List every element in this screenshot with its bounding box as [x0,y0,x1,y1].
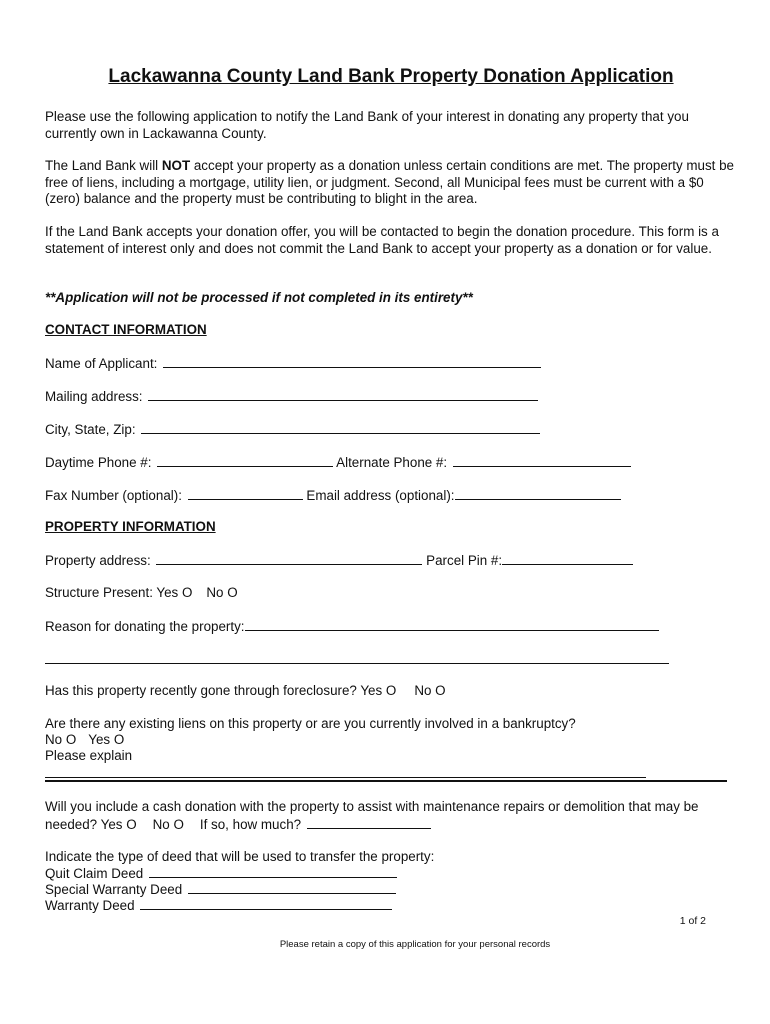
foreclosure-row [45,683,446,700]
cash-donation-question [45,799,735,833]
fax-email-row [45,487,621,505]
fax-number-field[interactable] [188,487,303,500]
applicant-name-label: Name of Applicant: [45,356,158,371]
warranty-deed-row [45,897,392,915]
cash-yes-option[interactable]: Yes O [100,816,137,832]
liens-explain-field[interactable] [45,777,646,778]
special-warranty-deed-row [45,881,396,899]
reason-field-line-2[interactable] [45,663,669,664]
how-much-label: If so, how much? [199,816,302,832]
property-address-row [45,552,633,570]
acceptance-paragraph: If the Land Bank accepts your donation offer, you will be contacted to begin the donation procedure. This form is a statement of interest only and does not commit the Land Bank to accept your property as a donation or for value. [45,224,719,256]
foreclosure-no-option[interactable]: No O [414,683,446,698]
applicant-name-field[interactable] [163,355,541,368]
cash-no-option[interactable]: No O [152,816,184,832]
quit-claim-deed-field[interactable] [149,865,397,878]
parcel-pin-field[interactable] [502,552,633,565]
conditions-post: accept your property as a donation unless certain conditions are met. The property must be free of liens, including a mortgage, utility lien, or judgment. Second, all Municipal fees must be current with a $0 (zero) balance and the property must be contributing to blight in the area. [45,158,734,206]
property-address-label: Property address: [45,553,151,568]
how-much-field[interactable] [307,816,431,829]
page-title: Lackawanna County Land Bank Property Donation Application [108,66,674,87]
liens-no-option[interactable]: No O [45,732,77,747]
conditions-paragraph [45,158,735,208]
city-state-zip-label: City, State, Zip: [45,422,136,437]
reason-row [45,618,659,636]
cash-donation-question-text: Will you include a cash donation with the property to assist with maintenance repairs or demolition that may be needed? [45,799,699,832]
applicant-name-row [45,355,541,373]
conditions-emphasis: NOT [161,158,191,173]
daytime-phone-field[interactable] [157,454,333,467]
deed-type-question: Indicate the type of deed that will be used to transfer the property: [45,849,435,864]
city-state-zip-field[interactable] [141,421,540,434]
alternate-phone-label: Alternate Phone #: [336,455,448,470]
completion-warning: **Application will not be processed if not completed in its entirety** [45,290,473,305]
conditions-pre: The Land Bank will [45,158,162,173]
warranty-deed-field[interactable] [140,897,392,910]
city-state-zip-row [45,421,540,439]
liens-question: Are there any existing liens on this property or are you currently involved in a bankruptcy? [45,716,576,731]
quit-claim-deed-label: Quit Claim Deed [45,866,144,881]
contact-section-heading: CONTACT INFORMATION [45,322,207,337]
mailing-address-row [45,388,538,406]
structure-no-option[interactable]: No O [206,585,238,600]
property-section-heading: PROPERTY INFORMATION [45,519,216,534]
daytime-phone-label: Daytime Phone #: [45,455,152,470]
liens-explain-label: Please explain [45,748,133,763]
foreclosure-yes-option[interactable]: Yes O [360,683,397,698]
alternate-phone-field[interactable] [453,454,631,467]
parcel-pin-label: Parcel Pin #: [426,553,503,568]
page-number: 1 of 2 [679,915,706,927]
email-address-label: Email address (optional): [306,488,455,503]
fax-number-label: Fax Number (optional): [45,488,182,503]
structure-yes-option[interactable]: Yes O [156,585,193,600]
special-warranty-deed-field[interactable] [188,881,396,894]
phone-row [45,454,631,472]
mailing-address-label: Mailing address: [45,389,143,404]
structure-present-row [45,585,238,602]
liens-options-row [45,732,124,749]
mailing-address-field[interactable] [148,388,538,401]
email-address-field[interactable] [455,487,621,500]
section-divider [45,780,727,782]
reason-label: Reason for donating the property: [45,619,245,634]
property-address-field[interactable] [156,552,422,565]
warranty-deed-label: Warranty Deed [45,898,135,913]
structure-present-label: Structure Present: [45,585,153,600]
intro-paragraph: Please use the following application to notify the Land Bank of your interest in donating any property that you currently own in Lackawanna County. [45,109,689,141]
footer-note: Please retain a copy of this application for your personal records [279,939,551,950]
foreclosure-question: Has this property recently gone through foreclosure? [45,683,357,698]
quit-claim-deed-row [45,865,397,883]
liens-yes-option[interactable]: Yes O [88,732,125,747]
special-warranty-deed-label: Special Warranty Deed [45,882,183,897]
reason-field[interactable] [245,618,659,631]
